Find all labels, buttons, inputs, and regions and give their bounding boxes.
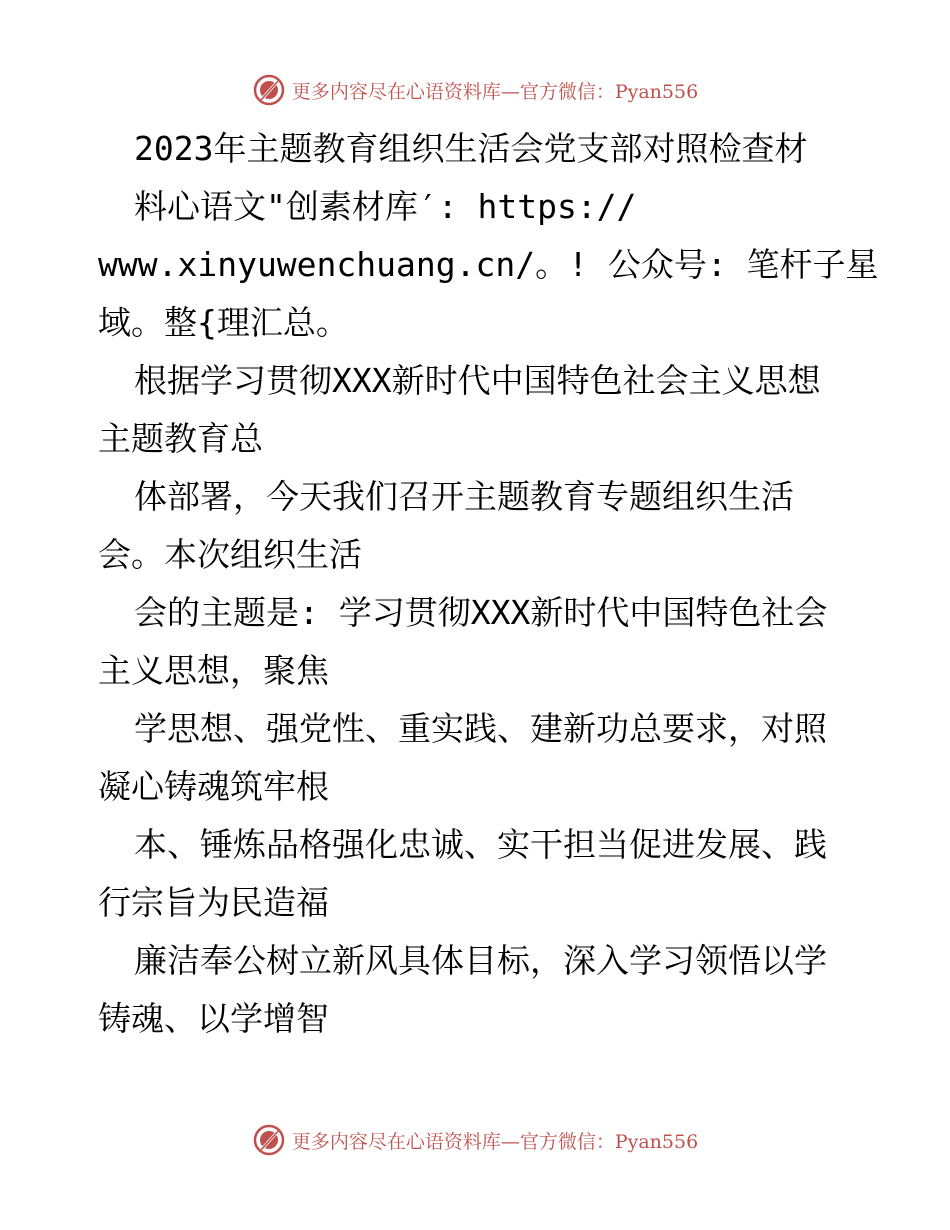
text-line: 会。本次组织生活 bbox=[98, 535, 362, 574]
text-line: 本、锤炼品格强化忠诚、实干担当促进发展、践 bbox=[134, 825, 827, 864]
text-line: 域。整{理汇总。 bbox=[98, 303, 349, 342]
text-line: www.xinyuwenchuang.cn/。! 公众号: 笔杆子星 bbox=[98, 245, 879, 284]
header-banner-text: 更多内容尽在心语资料库—官方微信：Pyan556 bbox=[291, 80, 699, 103]
text-line: 根据学习贯彻XXX新时代中国特色社会主义思想 bbox=[134, 361, 821, 400]
text-line: 凝心铸魂筑牢根 bbox=[98, 767, 329, 806]
paragraph-5 bbox=[98, 700, 858, 816]
document-body bbox=[98, 120, 879, 1048]
paragraph-3 bbox=[98, 468, 858, 584]
paragraph-2 bbox=[98, 352, 858, 468]
paragraph-7 bbox=[98, 932, 858, 1048]
text-line: 铸魂、以学增智 bbox=[98, 999, 329, 1038]
paragraph-4 bbox=[98, 584, 858, 700]
text-line: 料心语文"创素材库′: https:// bbox=[134, 187, 637, 226]
pen-logo-icon bbox=[252, 73, 286, 107]
paragraph-6 bbox=[98, 816, 858, 932]
text-line: 廉洁奉公树立新风具体目标，深入学习领悟以学 bbox=[134, 941, 827, 980]
text-line: 2023年主题教育组织生活会党支部对照检查材 bbox=[134, 129, 808, 168]
text-line: 行宗旨为民造福 bbox=[98, 883, 329, 922]
footer-banner bbox=[0, 1120, 950, 1160]
header-banner bbox=[0, 70, 950, 110]
paragraph-1 bbox=[98, 120, 879, 352]
pen-logo-icon bbox=[252, 1123, 286, 1157]
text-line: 体部署，今天我们召开主题教育专题组织生活 bbox=[134, 477, 794, 516]
text-line: 会的主题是: 学习贯彻XXX新时代中国特色社会 bbox=[134, 593, 828, 632]
text-line: 主义思想，聚焦 bbox=[98, 651, 329, 690]
footer-banner-text: 更多内容尽在心语资料库—官方微信：Pyan556 bbox=[291, 1130, 699, 1153]
text-line: 学思想、强党性、重实践、建新功总要求，对照 bbox=[134, 709, 827, 748]
text-line: 主题教育总 bbox=[98, 419, 263, 458]
